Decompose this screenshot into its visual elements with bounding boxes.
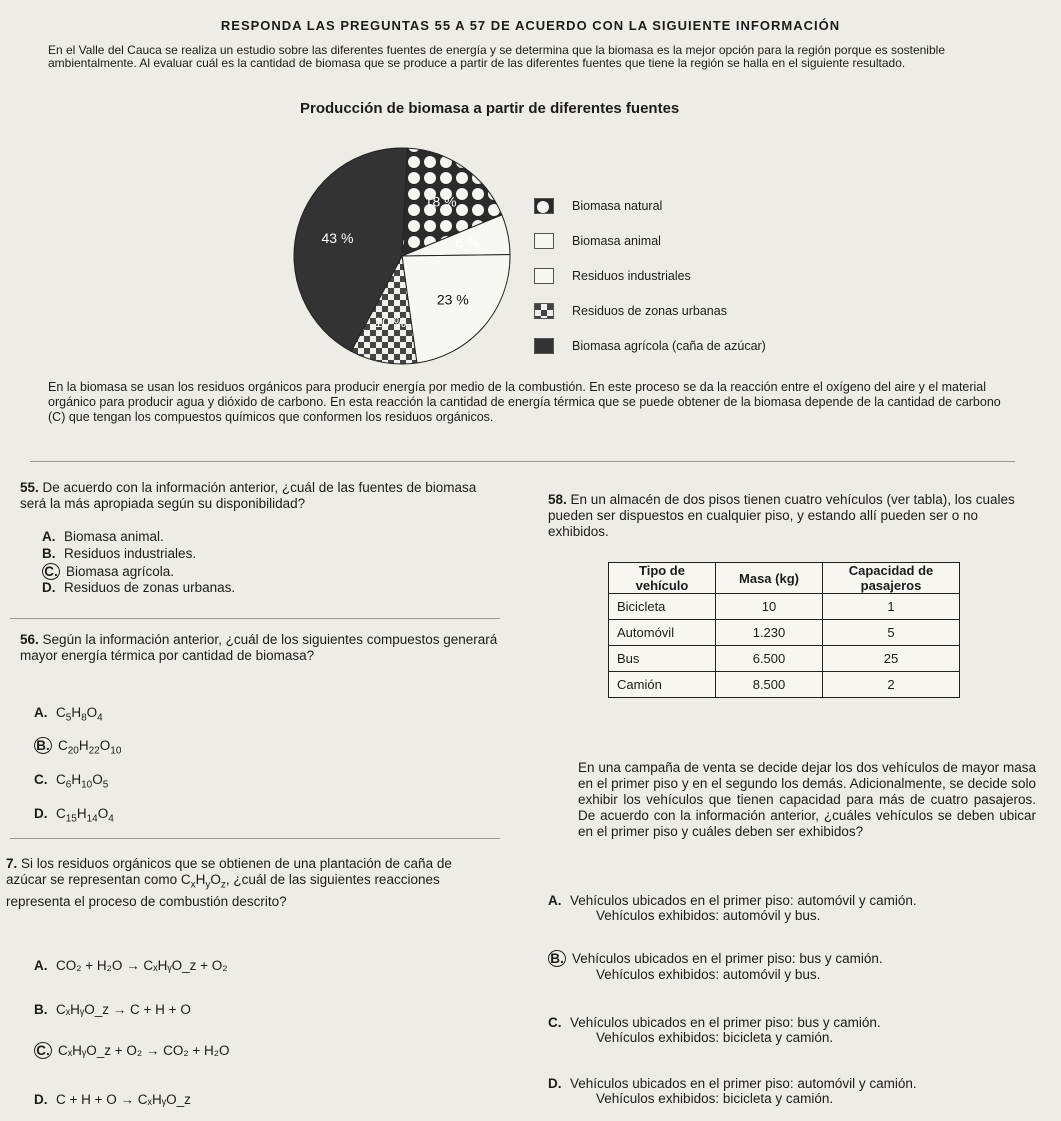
legend-swatch-industrial bbox=[534, 268, 554, 284]
q56-option-d[interactable]: D. $C_{15}H_{14}O_4$ bbox=[34, 806, 114, 825]
table-row bbox=[609, 594, 960, 620]
intro-text: En el Valle del Cauca se realiza un estudio sobre las diferentes fuentes de energía y se determina que la biomasa es la mejor opción para la región porque es sostenible ambientalmente. Al evaluar cuál es la cantidad de biomasa que se produce a partir de las diferentes fuentes que tiene la región se halla en el siguiente resultado. bbox=[48, 43, 945, 70]
legend-item bbox=[534, 223, 766, 258]
legend-label: Biomasa agrícola (caña de azúcar) bbox=[572, 338, 766, 353]
chart-legend bbox=[534, 188, 766, 363]
q58-option-a[interactable]: A. Vehículos ubicados en el primer piso: automóvil y camión. Vehículos exhibidos: automóvil y bus. bbox=[548, 893, 917, 923]
q57-option-d[interactable]: D. C + H + O → CₓHᵧO_z bbox=[34, 1092, 191, 1107]
table-cell: Camión bbox=[609, 672, 716, 698]
table-cell: Automóvil bbox=[609, 620, 716, 646]
context-paragraph: En la biomasa se usan los residuos orgánicos para producir energía por medio de la combustión. En este proceso se da la reacción entre el oxígeno del aire y el material orgánico para producir agua y dióxido de carbono. En esta reacción la cantidad de energía térmica que se puede obtener de la biomasa depende de la cantidad de carbono (C) que tengan los compuestos químicos que conformen los residuos orgánicos. bbox=[48, 380, 1001, 424]
legend-item bbox=[534, 328, 766, 363]
pie-data-label: 10 % bbox=[374, 313, 407, 330]
legend-label: Residuos industriales bbox=[572, 268, 691, 283]
q58-option-d[interactable]: D. Vehículos ubicados en el primer piso: automóvil y camión. Vehículos exhibidos: bicicleta y camión. bbox=[548, 1076, 917, 1106]
legend-swatch-animal bbox=[534, 233, 554, 249]
question-55 bbox=[20, 480, 505, 512]
q55-option-a[interactable]: A. Biomasa animal. bbox=[42, 529, 164, 544]
vehicle-table bbox=[608, 562, 960, 698]
q56-option-b[interactable]: B. $C_{20}H_{22}O_{10}$ bbox=[34, 737, 121, 757]
question-number: 58. bbox=[548, 492, 567, 507]
question-text: Si los residuos orgánicos que se obtienen de una plantación de caña de azúcar se representan como C bbox=[6, 856, 452, 887]
legend-item bbox=[534, 258, 766, 293]
legend-label: Biomasa natural bbox=[572, 198, 663, 213]
question-text: Según la información anterior, ¿cuál de los siguientes compuestos generará mayor energía térmica por cantidad de biomasa? bbox=[20, 632, 498, 663]
q56-option-a[interactable]: A. $C_5H_8O_4$ bbox=[34, 705, 103, 724]
table-row bbox=[609, 646, 960, 672]
pie-data-label: 23 % bbox=[436, 291, 469, 308]
table-cell: 6.500 bbox=[716, 646, 823, 672]
table-cell: 2 bbox=[823, 672, 960, 698]
question-56 bbox=[20, 632, 500, 664]
legend-swatch-urban bbox=[534, 303, 554, 319]
question-number: 56. bbox=[20, 632, 39, 647]
question-text: De acuerdo con la información anterior, ¿cuál de las fuentes de biomasa será la más apropiada según su disponibilidad? bbox=[20, 480, 477, 511]
table-cell: Bus bbox=[609, 646, 716, 672]
q58-option-c[interactable]: C. Vehículos ubicados en el primer piso: bus y camión. Vehículos exhibidos: bicicleta y camión. bbox=[548, 1015, 881, 1045]
divider bbox=[30, 461, 1015, 462]
table-cell: 1.230 bbox=[716, 620, 823, 646]
question-number: 55. bbox=[20, 480, 39, 495]
table-cell: 25 bbox=[823, 646, 960, 672]
table-cell: 1 bbox=[823, 594, 960, 620]
question-58 bbox=[548, 492, 1038, 540]
legend-label: Residuos de zonas urbanas bbox=[572, 303, 727, 318]
legend-label: Biomasa animal bbox=[572, 233, 661, 248]
table-header-row bbox=[609, 563, 960, 594]
question-text-cont: , ¿cuál de las siguientes reacciones representa el proceso de combustión descrito? bbox=[6, 872, 440, 909]
chart-title: Producción de biomasa a partir de diferentes fuentes bbox=[300, 100, 680, 117]
legend-item bbox=[534, 293, 766, 328]
question-number: 7. bbox=[6, 856, 18, 871]
pie-data-label: 6 % bbox=[455, 234, 480, 251]
table-cell: 10 bbox=[716, 594, 823, 620]
pie-chart bbox=[262, 138, 522, 368]
question-58-context: En una campaña de venta se decide dejar los dos vehículos de mayor masa en el primer piso y en el segundo los demás. Adicionalmente, se decide solo exhibir los vehículos que tienen capacidad para más de cuatro pasajeros. De acuerdo con la información anterior, ¿cuáles vehículos se deben ubicar en el primer piso y cuáles deben ser exhibidos? bbox=[578, 760, 1036, 839]
legend-swatch-agricultural bbox=[534, 338, 554, 354]
legend-swatch-natural bbox=[534, 198, 554, 214]
q55-option-b[interactable]: B. Residuos industriales. bbox=[42, 546, 197, 561]
table-row bbox=[609, 672, 960, 698]
table-header: Capacidad de pasajeros bbox=[823, 563, 960, 594]
q57-option-a[interactable]: A. CO₂ + H₂O → CₓHᵧO_z + O₂ bbox=[34, 958, 228, 973]
pie-data-label: 43 % bbox=[321, 230, 354, 247]
table-cell: Bicicleta bbox=[609, 594, 716, 620]
legend-item bbox=[534, 188, 766, 223]
pie-data-label: 18 % bbox=[424, 193, 457, 210]
table-cell: 5 bbox=[823, 620, 960, 646]
q57-option-b[interactable]: B. CₓHᵧO_z → C + H + O bbox=[34, 1002, 191, 1017]
divider bbox=[10, 838, 500, 839]
section-heading: RESPONDA LAS PREGUNTAS 55 A 57 DE ACUERDO CON LA SIGUIENTE INFORMACIÓN bbox=[220, 18, 841, 33]
table-header: Masa (kg) bbox=[716, 563, 823, 594]
question-57: 7. Si los residuos orgánicos que se obtienen de una plantación de caña de azúcar se representan como $C_xH_yO_z$, ¿cuál de las siguientes reacciones representa el proceso de combustión descrito? bbox=[6, 856, 452, 909]
table-header: Tipo de vehículo bbox=[609, 563, 716, 594]
q58-option-b[interactable]: B. Vehículos ubicados en el primer piso: bus y camión. Vehículos exhibidos: automóvil y bus. bbox=[548, 950, 1048, 982]
q55-option-d[interactable]: D. Residuos de zonas urbanas. bbox=[42, 580, 236, 595]
pie-slice-industrial bbox=[402, 255, 510, 363]
q56-option-c[interactable]: C. $C_6H_{10}O_5$ bbox=[34, 772, 109, 791]
q57-option-c[interactable]: C. CₓHᵧO_z + O₂ → CO₂ + H₂O bbox=[34, 1042, 230, 1059]
table-row bbox=[609, 620, 960, 646]
q55-option-c[interactable]: C. Biomasa agrícola. bbox=[42, 563, 174, 580]
divider bbox=[10, 618, 500, 619]
table-cell: 8.500 bbox=[716, 672, 823, 698]
question-text: En un almacén de dos pisos tienen cuatro vehículos (ver tabla), los cuales pueden ser dispuestos en cualquier piso, y estando allí pueden ser o no exhibidos. bbox=[548, 492, 1015, 539]
